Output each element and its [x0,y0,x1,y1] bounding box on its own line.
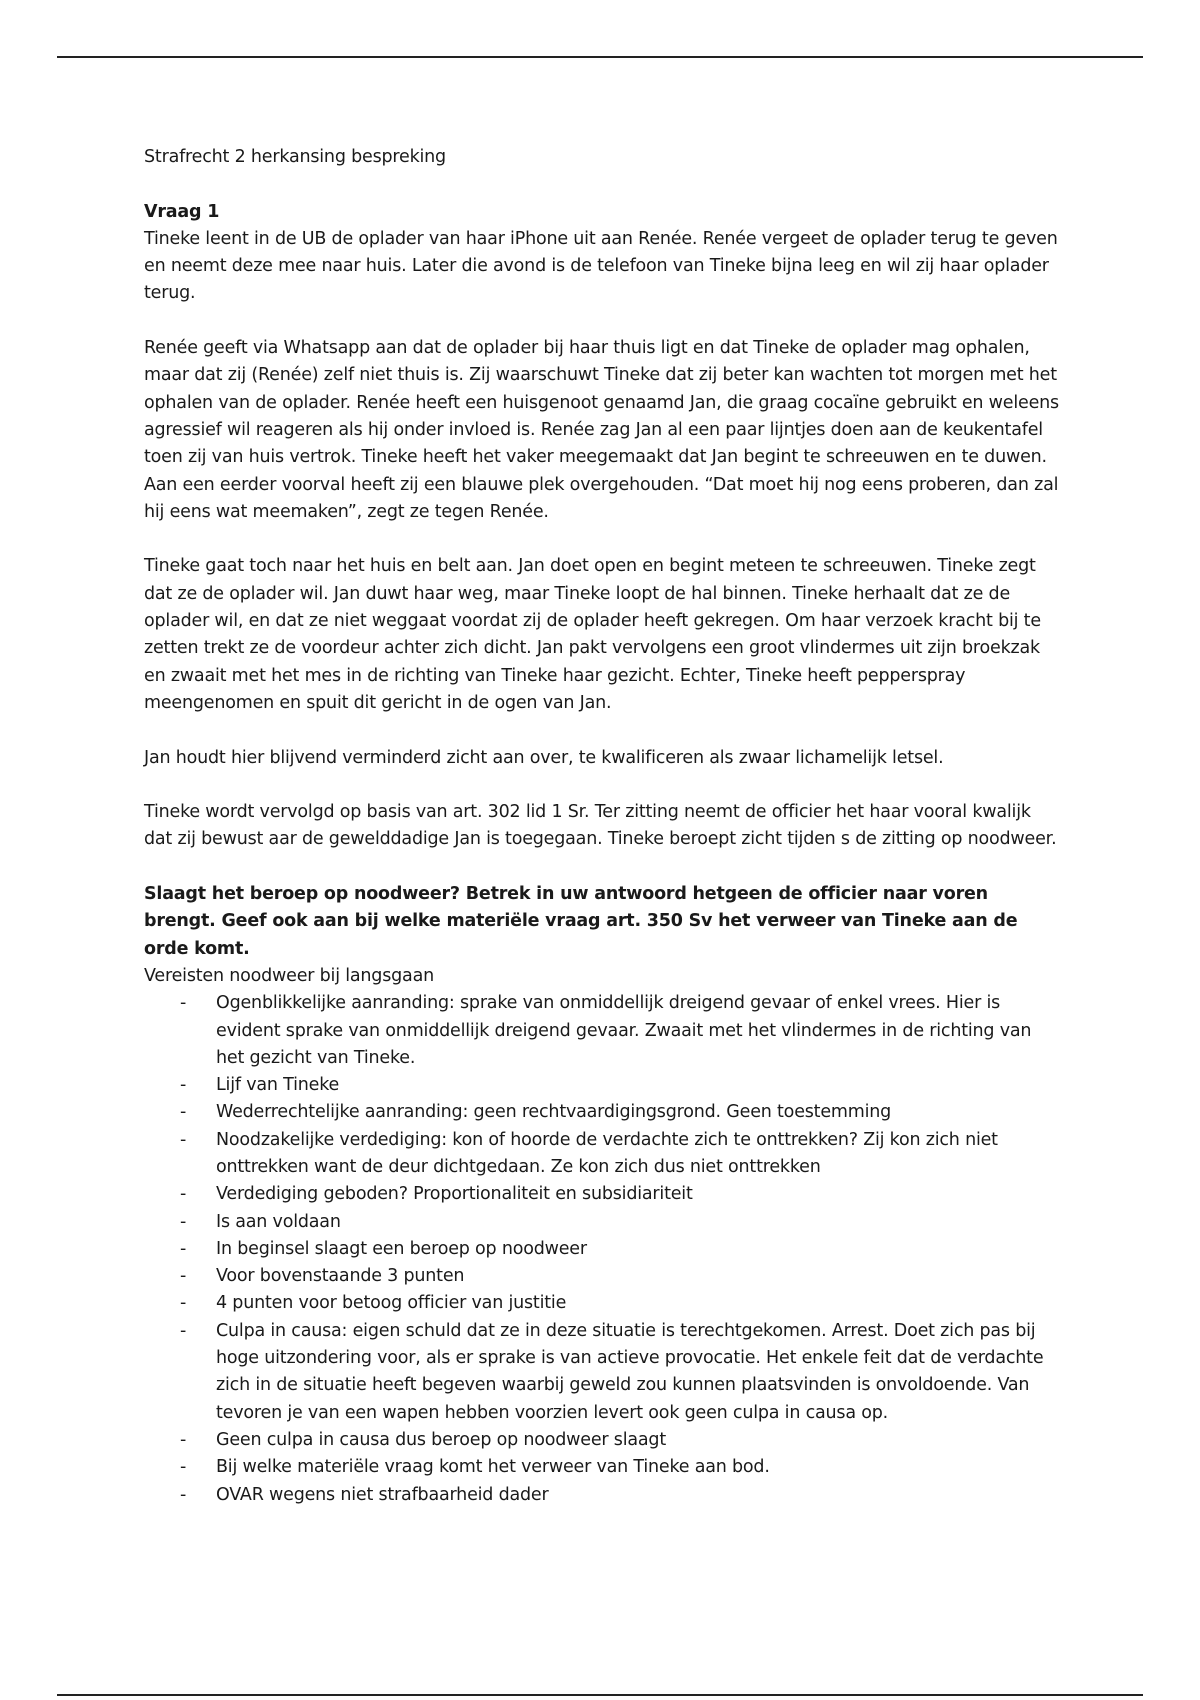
bullet-dash: - [180,1429,187,1450]
list-item [144,1181,1064,1208]
bullet-dash: - [180,1075,187,1096]
list-item-text: Is aan voldaan [216,1211,341,1232]
list-item-text: OVAR wegens niet strafbaarheid dader [216,1484,549,1505]
bullet-dash: - [180,1211,187,1232]
list-item-text: Ogenblikkelijke aanranding: sprake van onmiddellijk dreigend gevaar of enkel vrees. Hier is evident sprake van onmiddellijk dreigend gevaar. Zwaait met het vlindermes in de richting van het gezicht van Tineke. [216,993,1032,1068]
list-item-text: Noodzakelijke verdediging: kon of hoorde de verdachte zich te onttrekken? Zij kon zich niet onttrekken want de deur dichtgedaan. Ze kon zich dus niet onttrekken [216,1129,998,1177]
paragraph-5: Tineke wordt vervolgd op basis van art. 302 lid 1 Sr. Ter zitting neemt de officier het haar vooral kwalijk dat zij bewust aar de gewelddadige Jan is toegegaan. Tineke beroept zicht tijden s de zitting op noodweer. [144,802,1057,850]
paragraph-1: Tineke leent in de UB de oplader van haar iPhone uit aan Renée. Renée vergeet de oplader terug te geven en neemt deze mee naar huis. Later die avond is de telefoon van Tineke bijna leeg en wil zij haar oplader terug. [144,228,1058,304]
top-border-line [57,56,1143,58]
list-item-text: Voor bovenstaande 3 punten [216,1266,465,1287]
answer-intro: Vereisten noodweer bij langsgaan [144,965,434,986]
list-item [144,1236,1064,1263]
bullet-dash: - [180,1293,187,1314]
bullet-dash: - [180,1184,187,1205]
list-item-text: Lijf van Tineke [216,1075,340,1096]
list-item-text: Verdediging geboden? Proportionaliteit en subsidiariteit [216,1184,693,1205]
bullet-dash: - [180,1484,187,1505]
document-body [144,144,1064,1509]
list-item-text: Geen culpa in causa dus beroep op noodweer slaagt [216,1429,666,1450]
bullet-dash: - [180,1238,187,1259]
paragraph-3: Tineke gaat toch naar het huis en belt aan. Jan doet open en begint meteen te schreeuwen. Tineke zegt dat ze de oplader wil. Jan duwt haar weg, maar Tineke loopt de hal binnen. Tineke herhaalt dat ze de oplader wil, en dat ze niet weggaat voordat zij de oplader heeft gekregen. Om haar verzoek kracht bij te zetten trekt ze de voordeur achter zich dicht. Jan pakt vervolgens een groot vlindermes uit zijn broekzak en zwaait met het mes in de richting van Tineke haar gezicht. Echter, Tineke heeft pepperspray meengenomen en spuit dit gericht in de ogen van Jan. [144,556,1041,713]
document-title: Strafrecht 2 herkansing bespreking [144,147,446,167]
bullet-dash: - [180,1129,187,1150]
paragraph-2: Renée geeft via Whatsapp aan dat de oplader bij haar thuis ligt en dat Tineke de oplader mag ophalen, maar dat zij (Renée) zelf niet thuis is. Zij waarschuwt Tineke dat zij beter kan wachten tot morgen met het ophalen van de oplader. Renée heeft een huisgenoot genaamd Jan, die graag cocaïne gebruikt en weleens agressief wil reageren als hij onder invloed is. Renée zag Jan al een paar lijntjes doen aan de keukentafel toen zij van huis vertrok. Tineke heeft het vaker meegemaakt dat Jan begint te schreeuwen en te duwen. Aan een eerder voorval heeft zij een blauwe plek overgehouden. “Dat moet hij nog eens proberen, dan zal hij eens wat meemaken”, zegt ze tegen Renée. [144,338,1059,522]
list-item [144,1263,1064,1290]
bullet-dash: - [180,1102,187,1123]
list-item-text: 4 punten voor betoog officier van justitie [216,1293,567,1314]
bullet-dash: - [180,993,187,1014]
list-item [144,1099,1064,1126]
bullet-dash: - [180,1266,187,1287]
list-item [144,1454,1064,1481]
list-item-text: In beginsel slaagt een beroep op noodweer [216,1238,587,1259]
list-item-text: Bij welke materiële vraag komt het verweer van Tineke aan bod. [216,1457,770,1478]
paragraph-4: Jan houdt hier blijvend verminderd zicht aan over, te kwalificeren als zwaar lichamelijk letsel. [144,747,944,768]
bullet-dash: - [180,1457,187,1478]
answer-bullet-list [144,990,1064,1509]
bullet-dash: - [180,1320,187,1341]
list-item [144,1209,1064,1236]
question-heading: Vraag 1 [144,201,220,222]
bottom-border-line [57,1694,1143,1696]
list-item [144,1072,1064,1099]
list-item [144,1427,1064,1454]
list-item [144,1127,1064,1182]
list-item [144,1482,1064,1509]
list-item [144,1318,1064,1427]
question-text: Slaagt het beroep op noodweer? Betrek in uw antwoord hetgeen de officier naar voren brengt. Geef ook aan bij welke materiële vraag art. 350 Sv het verweer van Tineke aan de orde komt. [144,884,1018,959]
list-item [144,1290,1064,1317]
list-item [144,990,1064,1072]
list-item-text: Wederrechtelijke aanranding: geen rechtvaardigingsgrond. Geen toestemming [216,1102,892,1123]
list-item-text: Culpa in causa: eigen schuld dat ze in deze situatie is terechtgekomen. Arrest. Doet zich pas bij hoge uitzondering voor, als er sprake is van actieve provocatie. Het enkele feit dat de verdachte zich in de situatie heeft begeven waarbij geweld zou kunnen plaatsvinden is onvoldoende. Van tevoren je van een wapen hebben voorzien levert ook geen culpa in causa op. [216,1320,1044,1423]
